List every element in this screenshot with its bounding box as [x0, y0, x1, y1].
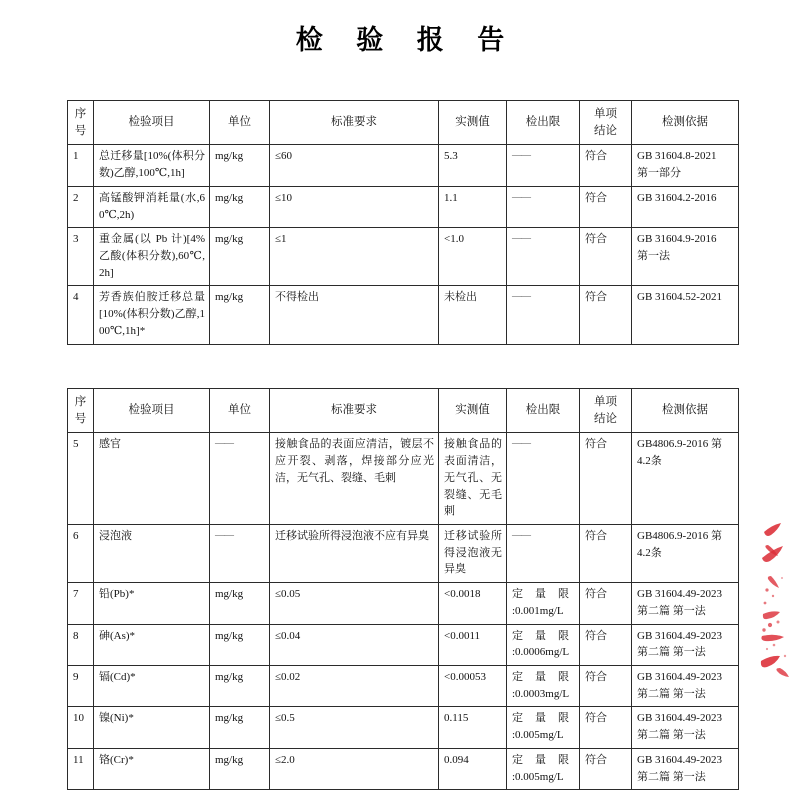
cell-measured: 1.1: [439, 186, 507, 227]
cell-no: 2: [68, 186, 94, 227]
cell-measured: <0.0011: [439, 624, 507, 665]
table-body-2: [68, 433, 739, 790]
cell-lod: [507, 433, 580, 525]
cell-no: 7: [68, 583, 94, 624]
lod-label: 定量限: [512, 670, 569, 683]
cell-basis: [632, 665, 739, 706]
cell-standard: 迁移试验所得浸泡液不应有异臭: [270, 524, 439, 582]
cell-standard: ≤1: [270, 228, 439, 286]
cell-conclusion: 符合: [580, 707, 632, 748]
table-row: [68, 145, 739, 186]
column-header-no: [68, 101, 94, 145]
column-header-unit: 单位: [210, 101, 270, 145]
cell-unit: [210, 524, 270, 582]
cell-basis: [632, 707, 739, 748]
cell-conclusion: 符合: [580, 624, 632, 665]
cell-item: 芳香族伯胺迁移总量[10%(体积分数)乙醇,100℃,1h]*: [94, 286, 210, 344]
dash-placeholder: ——: [512, 291, 530, 303]
cell-item: 浸泡液: [94, 524, 210, 582]
dash-placeholder: ——: [512, 150, 530, 162]
table-header-1: [68, 101, 739, 145]
table-row: [68, 228, 739, 286]
column-header-conclusion: [580, 101, 632, 145]
cell-basis: [632, 524, 739, 582]
cell-measured: 接触食品的表面清洁，无气孔、无裂缝、无毛刺: [439, 433, 507, 525]
cell-basis: [632, 583, 739, 624]
inspection-seal-fragment-icon: [758, 518, 800, 690]
cell-conclusion: 符合: [580, 145, 632, 186]
column-header-no-line2: 号: [74, 124, 87, 137]
basis-line: GB4806.9-2016 第: [637, 438, 722, 451]
cell-item: 总迁移量[10%(体积分数)乙醇,100℃,1h]: [94, 145, 210, 186]
column-header-conclusion-line1: 单项: [594, 396, 617, 408]
cell-lod: [507, 186, 580, 227]
cell-measured: 0.094: [439, 748, 507, 789]
cell-standard: 不得检出: [270, 286, 439, 344]
cell-lod: [507, 707, 580, 748]
cell-lod: [507, 286, 580, 344]
lod-value: :0.005mg/L: [512, 770, 564, 783]
cell-lod: [507, 145, 580, 186]
basis-line: GB4806.9-2016 第: [637, 529, 722, 542]
cell-conclusion: 符合: [580, 583, 632, 624]
basis-line: 第二篇 第一法: [637, 604, 706, 617]
table-body-1: [68, 145, 739, 344]
inspection-table-2-block: [67, 388, 738, 790]
cell-no: 11: [68, 748, 94, 789]
cell-unit: mg/kg: [210, 145, 270, 186]
cell-lod: [507, 583, 580, 624]
basis-line: GB 31604.49-2023: [637, 629, 722, 642]
basis-line: GB 31604.8-2021: [637, 150, 717, 163]
basis-line: 4.2条: [637, 455, 662, 468]
basis-line: GB 31604.49-2023: [637, 588, 722, 601]
column-header-unit: 单位: [210, 389, 270, 433]
cell-no: 6: [68, 524, 94, 582]
cell-conclusion: 符合: [580, 186, 632, 227]
cell-standard: ≤0.04: [270, 624, 439, 665]
dash-placeholder: ——: [512, 191, 530, 203]
table-row: [68, 748, 739, 789]
column-header-basis: 检测依据: [632, 101, 739, 145]
basis-line: GB 31604.49-2023: [637, 753, 722, 766]
cell-measured: 未检出: [439, 286, 507, 344]
column-header-conclusion-line2: 结论: [594, 412, 617, 425]
lod-value: :0.0006mg/L: [512, 646, 570, 659]
column-header-conclusion-line1: 单项: [594, 108, 617, 120]
column-header-conclusion: [580, 389, 632, 433]
cell-measured: 0.115: [439, 707, 507, 748]
cell-basis: [632, 145, 739, 186]
column-header-no-line1: 序: [74, 108, 87, 120]
basis-line: GB 31604.52-2021: [637, 291, 722, 304]
cell-item: 砷(As)*: [94, 624, 210, 665]
dash-placeholder: ——: [215, 438, 233, 450]
table-row: [68, 186, 739, 227]
cell-unit: mg/kg: [210, 186, 270, 227]
cell-lod: [507, 624, 580, 665]
cell-lod: [507, 748, 580, 789]
cell-conclusion: 符合: [580, 286, 632, 344]
column-header-standard: 标准要求: [270, 101, 439, 145]
lod-label: 定量限: [512, 753, 569, 766]
cell-item: 铬(Cr)*: [94, 748, 210, 789]
lod-label: 定量限: [512, 712, 569, 725]
table-header-2: [68, 389, 739, 433]
cell-lod: [507, 228, 580, 286]
column-header-basis: 检测依据: [632, 389, 739, 433]
cell-unit: mg/kg: [210, 624, 270, 665]
dash-placeholder: ——: [512, 438, 530, 450]
cell-unit: mg/kg: [210, 665, 270, 706]
table-row: [68, 624, 739, 665]
cell-standard: ≤2.0: [270, 748, 439, 789]
basis-line: GB 31604.49-2023: [637, 670, 722, 683]
dash-placeholder: ——: [512, 529, 530, 541]
column-header-conclusion-line2: 结论: [594, 124, 617, 137]
cell-standard: ≤0.02: [270, 665, 439, 706]
basis-line: 4.2条: [637, 546, 662, 559]
dash-placeholder: ——: [512, 233, 530, 245]
cell-unit: mg/kg: [210, 228, 270, 286]
column-header-standard: 标准要求: [270, 389, 439, 433]
cell-no: 3: [68, 228, 94, 286]
basis-line: 第二篇 第一法: [637, 770, 706, 783]
table-header-row: [68, 389, 739, 433]
table-row: [68, 707, 739, 748]
cell-lod: [507, 665, 580, 706]
column-header-measured: 实测值: [439, 101, 507, 145]
cell-standard: 接触食品的表面应清洁，镀层不应开裂、剥落，焊接部分应光洁，无气孔、裂缝、毛刺: [270, 433, 439, 525]
cell-standard: ≤0.5: [270, 707, 439, 748]
column-header-lod: 检出限: [507, 389, 580, 433]
column-header-lod: 检出限: [507, 101, 580, 145]
cell-standard: ≤60: [270, 145, 439, 186]
column-header-item: 检验项目: [94, 389, 210, 433]
cell-item: 铅(Pb)*: [94, 583, 210, 624]
cell-unit: [210, 433, 270, 525]
cell-unit: mg/kg: [210, 583, 270, 624]
cell-basis: [632, 286, 739, 344]
lod-value: :0.0003mg/L: [512, 687, 570, 700]
basis-line: 第一法: [637, 249, 670, 262]
column-header-no-line1: 序: [74, 396, 87, 408]
cell-basis: [632, 624, 739, 665]
dash-placeholder: ——: [215, 529, 233, 541]
lod-label: 定量限: [512, 588, 569, 601]
basis-line: GB 31604.49-2023: [637, 712, 722, 725]
table-row: [68, 665, 739, 706]
cell-item: 高锰酸钾消耗量(水,60℃,2h): [94, 186, 210, 227]
cell-standard: ≤10: [270, 186, 439, 227]
basis-line: GB 31604.9-2016: [637, 233, 717, 246]
basis-line: 第一部分: [637, 167, 681, 180]
inspection-table-1-block: [67, 100, 738, 345]
cell-no: 9: [68, 665, 94, 706]
cell-conclusion: 符合: [580, 748, 632, 789]
lod-label: 定量限: [512, 629, 569, 642]
cell-no: 1: [68, 145, 94, 186]
column-header-measured: 实测值: [439, 389, 507, 433]
cell-no: 8: [68, 624, 94, 665]
cell-basis: [632, 748, 739, 789]
cell-item: 镍(Ni)*: [94, 707, 210, 748]
cell-no: 10: [68, 707, 94, 748]
cell-lod: [507, 524, 580, 582]
basis-line: GB 31604.2-2016: [637, 191, 717, 204]
cell-item: 重金属(以 Pb 计)[4%乙酸(体积分数),60℃,2h]: [94, 228, 210, 286]
cell-no: 5: [68, 433, 94, 525]
basis-line: 第二篇 第一法: [637, 729, 706, 742]
cell-conclusion: 符合: [580, 228, 632, 286]
table-header-row: [68, 101, 739, 145]
basis-line: 第二篇 第一法: [637, 687, 706, 700]
basis-line: 第二篇 第一法: [637, 646, 706, 659]
cell-measured: 迁移试验所得浸泡液无异臭: [439, 524, 507, 582]
lod-value: :0.001mg/L: [512, 604, 564, 617]
table-row: [68, 583, 739, 624]
cell-measured: <0.0018: [439, 583, 507, 624]
column-header-no: [68, 389, 94, 433]
cell-unit: mg/kg: [210, 286, 270, 344]
table-row: [68, 524, 739, 582]
cell-basis: [632, 186, 739, 227]
column-header-no-line2: 号: [74, 412, 87, 425]
inspection-table-1: [67, 100, 739, 345]
lod-value: :0.005mg/L: [512, 729, 564, 742]
inspection-table-2: [67, 388, 739, 790]
cell-standard: ≤0.05: [270, 583, 439, 624]
cell-basis: [632, 433, 739, 525]
table-row: [68, 433, 739, 525]
cell-basis: [632, 228, 739, 286]
cell-item: 镉(Cd)*: [94, 665, 210, 706]
cell-no: 4: [68, 286, 94, 344]
table-row: [68, 286, 739, 344]
cell-conclusion: 符合: [580, 665, 632, 706]
page-title: 检 验 报 告: [295, 25, 518, 55]
cell-unit: mg/kg: [210, 748, 270, 789]
cell-measured: <0.00053: [439, 665, 507, 706]
cell-measured: <1.0: [439, 228, 507, 286]
column-header-item: 检验项目: [94, 101, 210, 145]
cell-item: 感官: [94, 433, 210, 525]
cell-conclusion: 符合: [580, 433, 632, 525]
cell-unit: mg/kg: [210, 707, 270, 748]
cell-conclusion: 符合: [580, 524, 632, 582]
cell-measured: 5.3: [439, 145, 507, 186]
